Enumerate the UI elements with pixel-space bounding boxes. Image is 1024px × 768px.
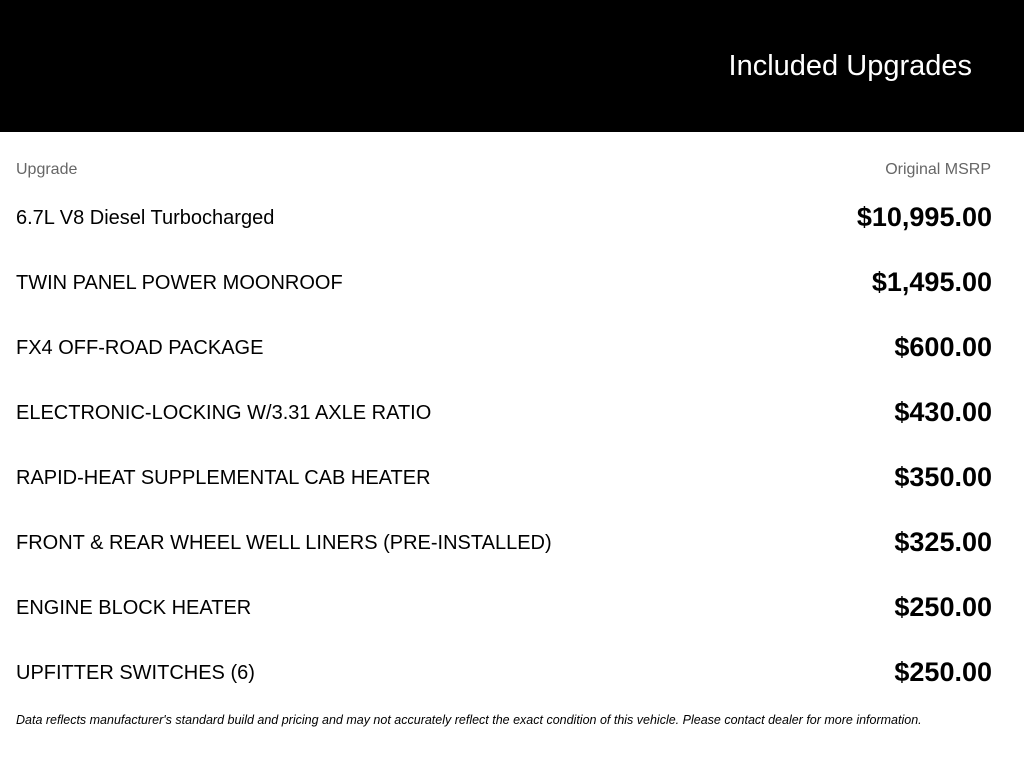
- list-item: [0, 250, 1024, 315]
- upgrade-price: $350.00: [894, 462, 992, 492]
- list-item: [0, 575, 1024, 640]
- list-item: [0, 640, 1024, 705]
- upgrade-name: ENGINE BLOCK HEATER: [16, 597, 252, 619]
- list-item: [0, 380, 1024, 445]
- upgrade-price: $325.00: [894, 527, 992, 557]
- upgrade-price: $430.00: [894, 397, 992, 427]
- list-item: [0, 445, 1024, 510]
- header-banner: [0, 0, 1024, 132]
- upgrade-name: ELECTRONIC-LOCKING W/3.31 AXLE RATIO: [16, 402, 432, 424]
- upgrade-price: $1,495.00: [871, 267, 992, 297]
- upgrade-price: $250.00: [894, 657, 992, 687]
- upgrade-name: RAPID-HEAT SUPPLEMENTAL CAB HEATER: [16, 467, 431, 489]
- upgrade-name: FX4 OFF-ROAD PACKAGE: [16, 337, 264, 359]
- list-item: [0, 185, 1024, 250]
- upgrade-price: $250.00: [894, 592, 992, 622]
- upgrade-name: FRONT & REAR WHEEL WELL LINERS (PRE-INSTALLED): [16, 532, 552, 554]
- upgrades-list: [0, 185, 1024, 705]
- upgrade-name: TWIN PANEL POWER MOONROOF: [16, 272, 343, 294]
- upgrade-column-header: Upgrade: [16, 161, 78, 178]
- upgrade-price: $10,995.00: [856, 202, 992, 232]
- list-item: [0, 510, 1024, 575]
- page-title: Included Upgrades: [728, 50, 972, 82]
- upgrade-price: $600.00: [894, 332, 992, 362]
- list-item: [0, 315, 1024, 380]
- disclaimer-text: Data reflects manufacturer's standard build and pricing and may not accurately reflect the exact condition of this vehicle. Please contact dealer for more information.: [16, 713, 922, 727]
- upgrade-name: UPFITTER SWITCHES (6): [16, 662, 255, 684]
- msrp-column-header: Original MSRP: [885, 161, 991, 178]
- upgrade-name: 6.7L V8 Diesel Turbocharged: [16, 207, 275, 229]
